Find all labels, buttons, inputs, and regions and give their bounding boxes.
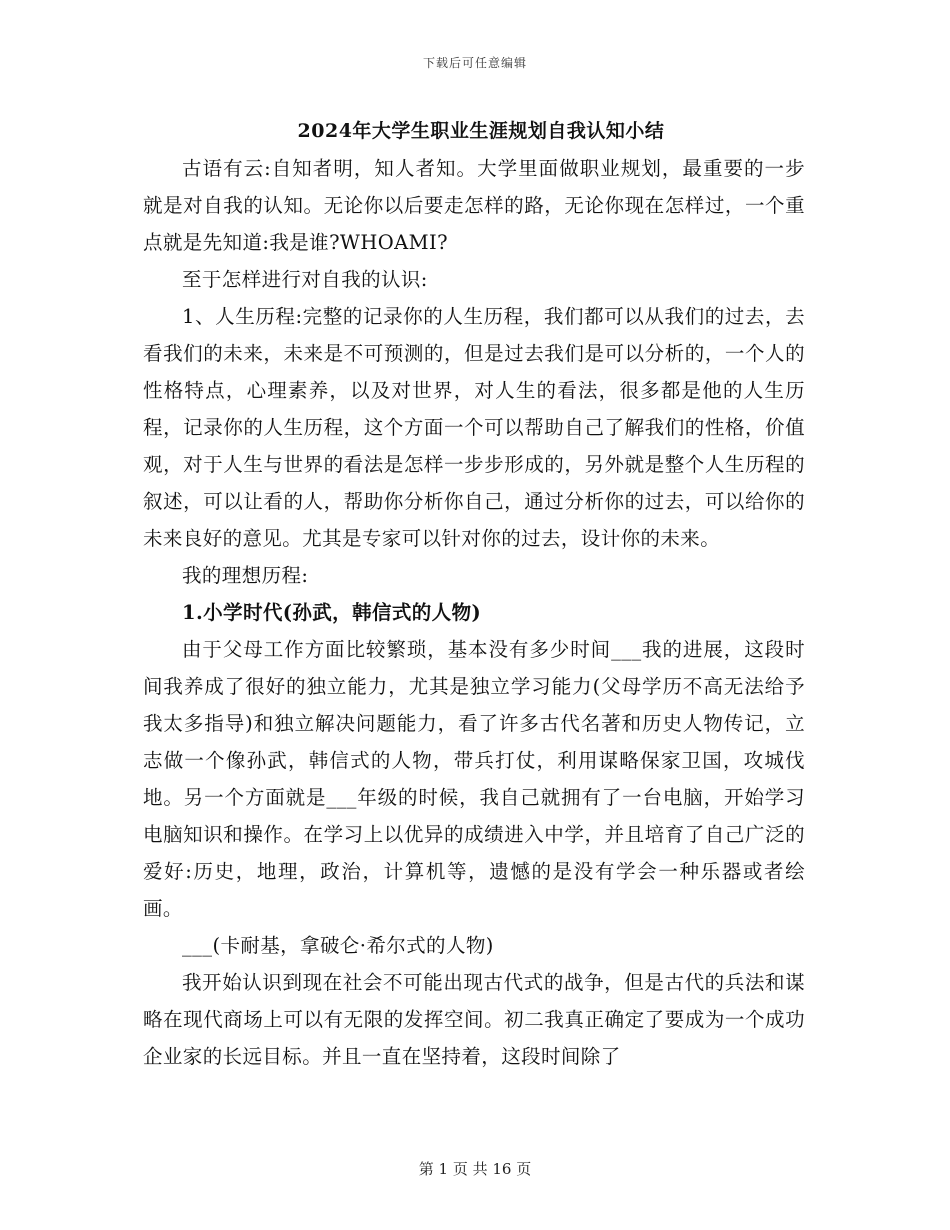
paragraph-how-to-know-self: 至于怎样进行对自我的认识: — [182, 268, 428, 291]
section-heading-primary-school: 1.小学时代(孙武，韩信式的人物) — [182, 601, 482, 624]
page-number-footer: 第 1 页 共 16 页 — [418, 1160, 532, 1178]
paragraph-primary-school: 由于父母工作方面比较繁琐，基本没有多少时间___我的进展，这段时间我养成了很好的独立能力，尤其是独立学习能力(父母学历不高无法给予我太多指导)和独立解决问题能力，看了许多古代名著和历史人物传记，立志做一个像孙武，韩信式的人物，带兵打仗，利用谋略保家卫国，攻城伐地。另一个方面就是___年级的时候，我自己就拥有了一台电脑，开始学习电脑知识和操作。在学习上以优异的成绩进入中学，并且培育了自己广泛的爱好:历史，地理，政治，计算机等，遗憾的是没有学会一种乐器或者绘画。 — [143, 638, 805, 920]
header-note: 下载后可任意编辑 — [422, 56, 527, 70]
paragraph-life-history: 1、人生历程:完整的记录你的人生历程，我们都可以从我们的过去，去看我们的未来，未来是不可预测的，但是过去我们是可以分析的，一个人的性格特点，心理素养，以及对世界，对人生的看法，很多都是他的人生历程，记录你的人生历程，这个方面一个可以帮助自己了解我们的性格，价值观，对于人生与世界的看法是怎样一步步形成的，另外就是整个人生历程的叙述，可以让看的人，帮助你分析你自己，通过分析你的过去，可以给你的未来良好的意见。尤其是专家可以针对你的过去，设计你的未来。 — [143, 305, 805, 550]
section-heading-middle-school: ___(卡耐基，拿破仑·希尔式的人物) — [182, 934, 494, 957]
paragraph-middle-school: 我开始认识到现在社会不可能出现古代式的战争，但是古代的兵法和谋略在现代商场上可以有无限的发挥空间。初二我真正确定了要成为一个成功企业家的长远目标。并且一直在坚持着，这段时间除了 — [143, 971, 805, 1068]
document-body — [143, 112, 805, 1075]
document-title: 2024年大学生职业生涯规划自我认知小结 — [297, 120, 665, 142]
paragraph-ideal-history-heading: 我的理想历程: — [182, 564, 309, 587]
paragraph-intro: 古语有云:自知者明，知人者知。大学里面做职业规划，最重要的一步就是对自我的认知。无论你以后要走怎样的路，无论你现在怎样过，一个重点就是先知道:我是谁?WHOAMI? — [143, 157, 805, 254]
